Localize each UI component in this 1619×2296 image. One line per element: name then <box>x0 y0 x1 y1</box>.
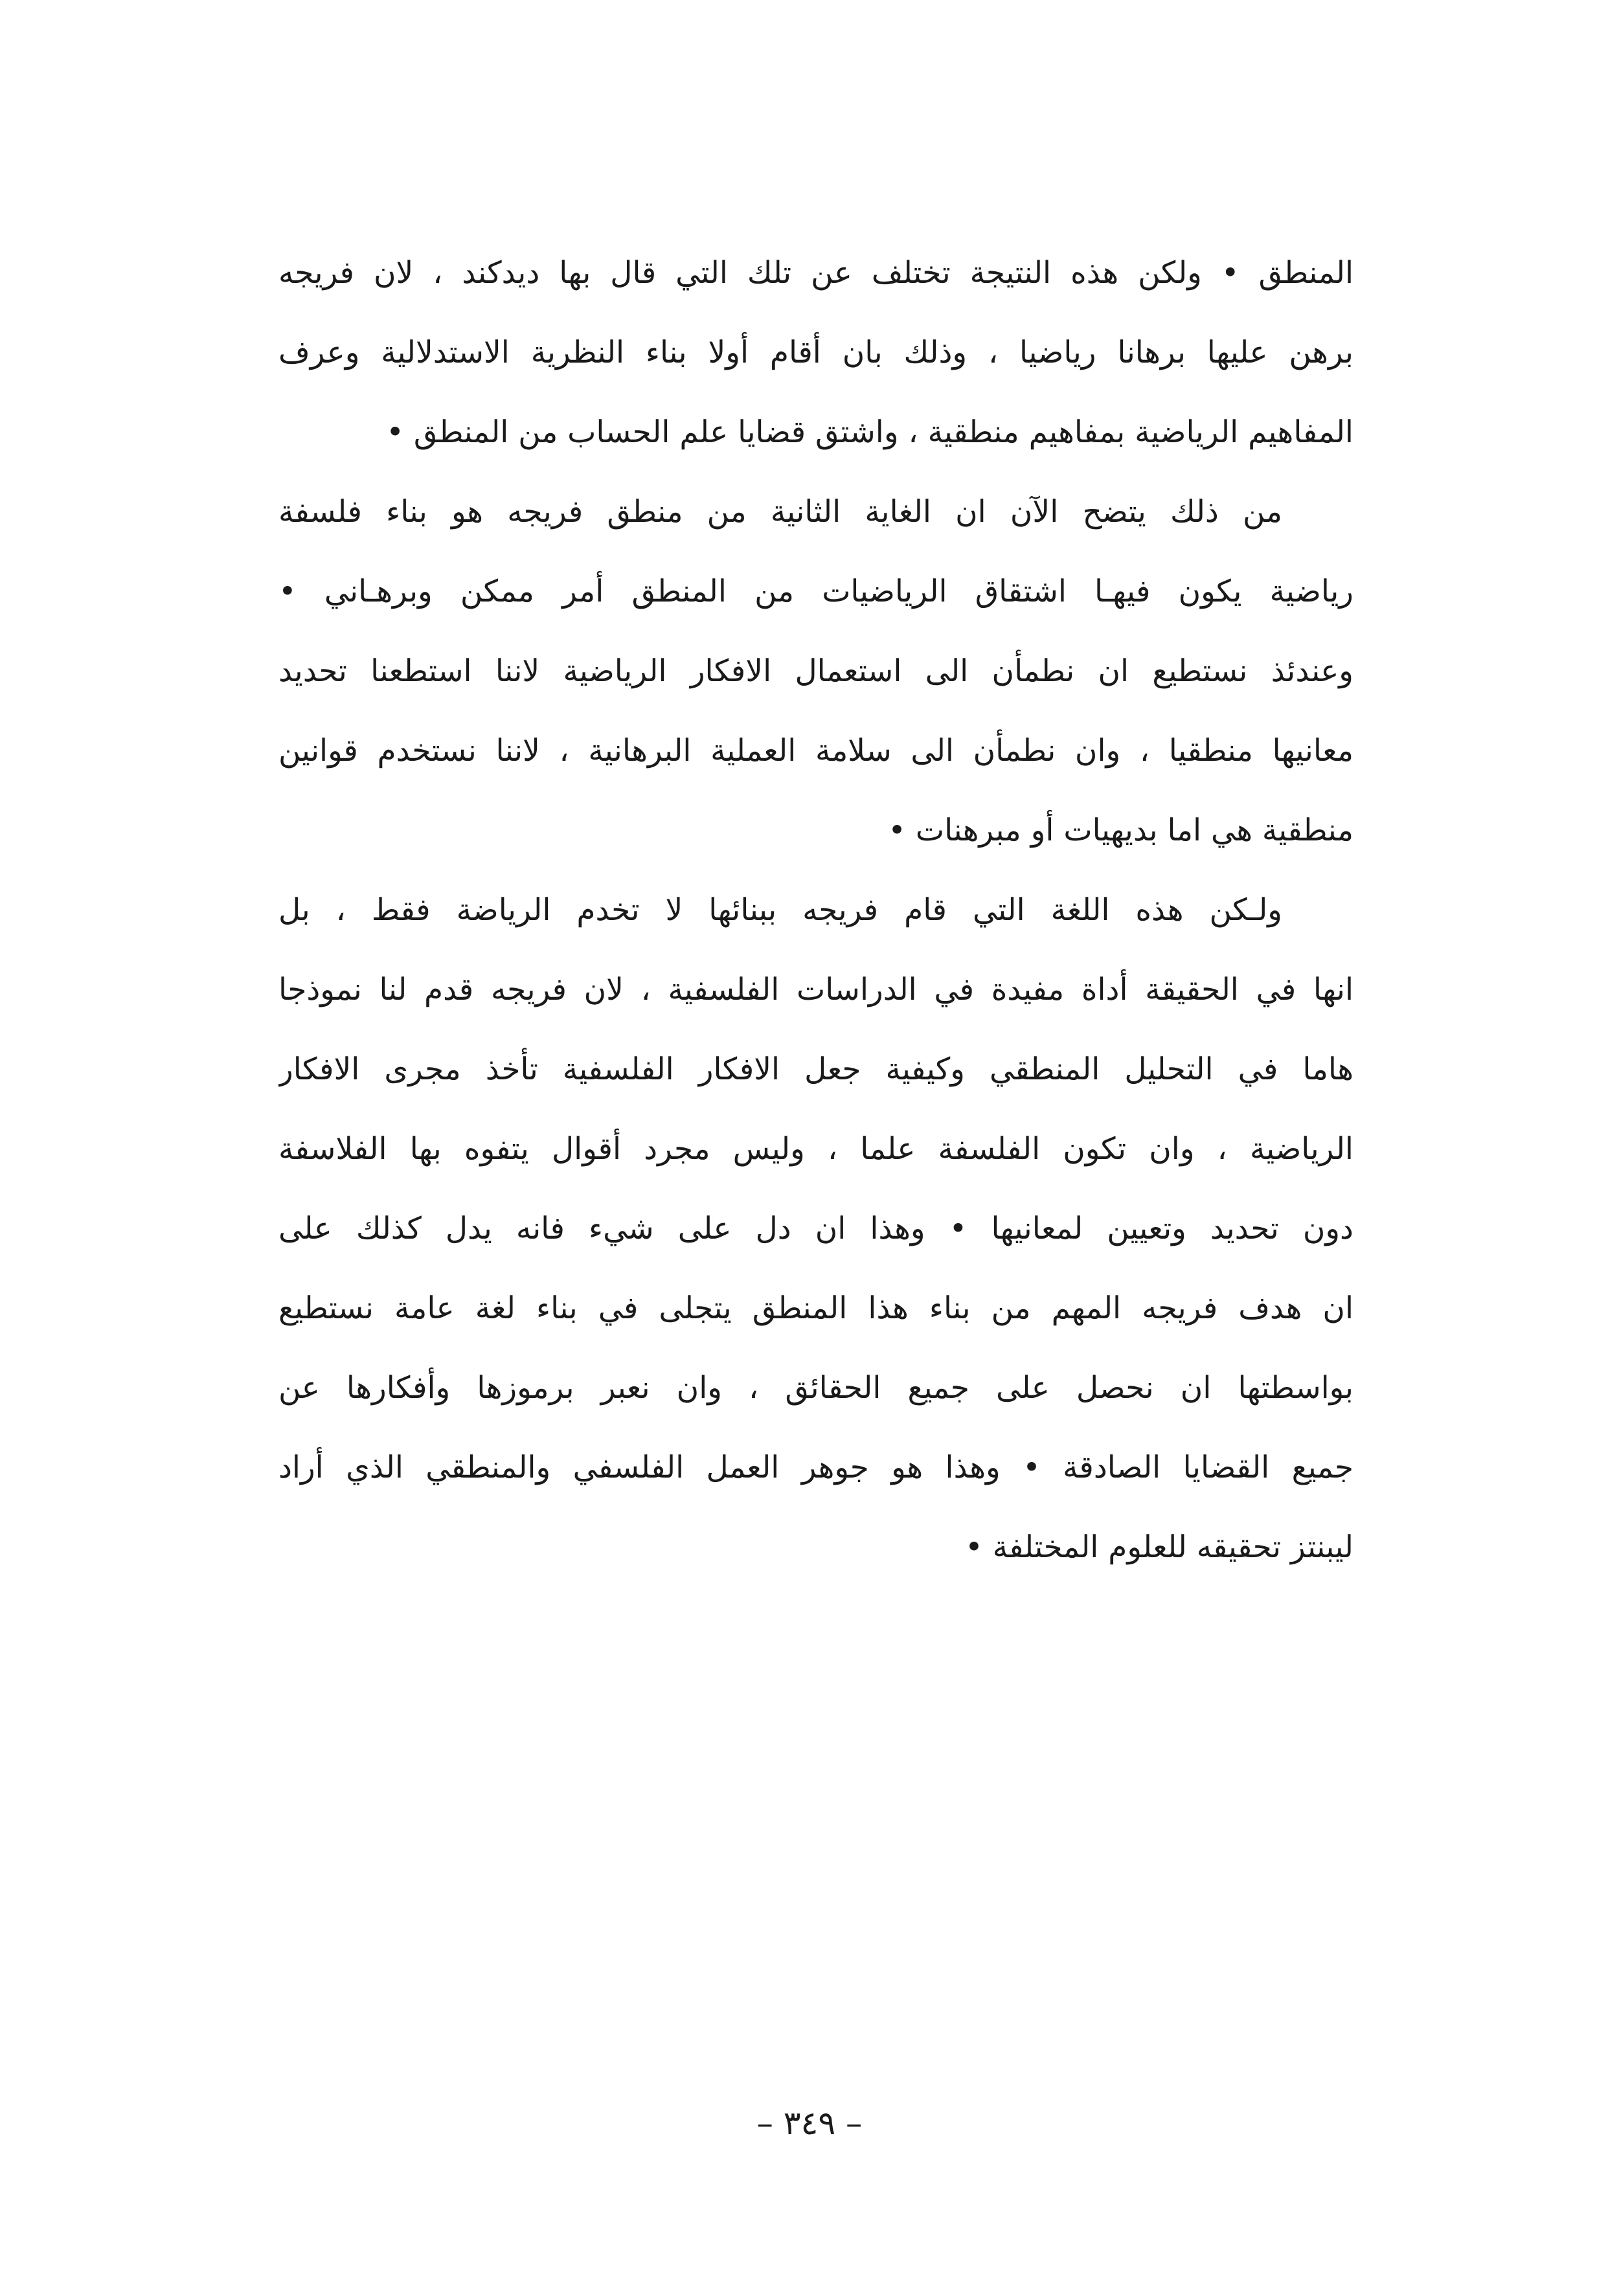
paragraph-2 <box>278 472 1353 870</box>
text-line: انها في الحقيقة أداة مفيدة في الدراسات الفلسفية ، لان فريجه قدم لنا نموذجا <box>278 972 1353 1007</box>
paragraph-3 <box>278 870 1353 1587</box>
text-line: المفاهيم الرياضية بمفاهيم منطقية ، واشتق قضايا علم الحساب من المنطق • <box>386 414 1353 450</box>
text-line: رياضية يكون فيهـا اشتقاق الرياضيات من المنطق أمر ممكن وبرهـاني • <box>278 574 1353 609</box>
text-line: الرياضية ، وان تكون الفلسفة علما ، وليس مجرد أقوال يتفوه بها الفلاسفة <box>278 1131 1353 1167</box>
text-line: من ذلك يتضح الآن ان الغاية الثانية من منطق فريجه هو بناء فلسفة <box>278 494 1282 530</box>
body-text <box>278 233 1353 1587</box>
text-line: جميع القضايا الصادقة • وهذا هو جوهر العمل الفلسفي والمنطقي الذي أراد <box>278 1450 1353 1485</box>
text-line: دون تحديد وتعيين لمعانيها • وهذا ان دل على شيء فانه يدل كذلك على <box>278 1211 1353 1246</box>
text-line: هاما في التحليل المنطقي وكيفية جعل الافكار الفلسفية تأخذ مجرى الافكار <box>278 1052 1353 1087</box>
text-line: بواسطتها ان نحصل على جميع الحقائق ، وان نعبر برموزها وأفكارها عن <box>278 1370 1353 1406</box>
text-line: ولـكن هذه اللغة التي قام فريجه ببنائها لا تخدم الرياضة فقط ، بل <box>278 892 1282 928</box>
text-line: ليبنتز تحقيقه للعلوم المختلفة • <box>965 1529 1353 1565</box>
text-line: ان هدف فريجه المهم من بناء هذا المنطق يتجلى في بناء لغة عامة نستطيع <box>278 1290 1353 1326</box>
text-line: برهن عليها برهانا رياضيا ، وذلك بان أقام أولا بناء النظرية الاستدلالية وعرف <box>278 335 1353 370</box>
text-line: وعندئذ نستطيع ان نطمأن الى استعمال الافكار الرياضية لاننا استطعنا تحديد <box>278 653 1353 689</box>
paragraph-1 <box>278 233 1353 472</box>
text-line: معانيها منطقيا ، وان نطمأن الى سلامة العملية البرهانية ، لاننا نستخدم قوانين <box>278 733 1353 769</box>
page-number: – ٣٤٩ – <box>756 2104 863 2142</box>
text-line: المنطق • ولكن هذه النتيجة تختلف عن تلك التي قال بها ديدكند ، لان فريجه <box>278 255 1353 291</box>
text-line: منطقية هي اما بديهيات أو مبرهنات • <box>888 813 1353 848</box>
